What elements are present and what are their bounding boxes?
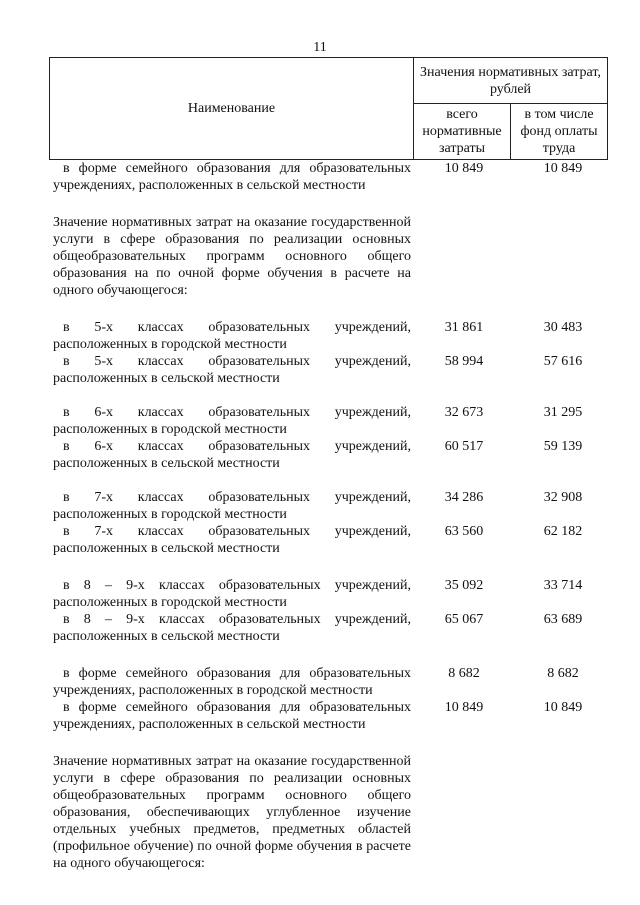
row-name: в форме семейного образования для образовательных учреждениях, расположенных в сельской местности (53, 700, 411, 732)
table-row (53, 611, 608, 645)
table-header (49, 57, 608, 160)
table-row (53, 353, 608, 387)
row-total-value: 34 286 (444, 490, 484, 505)
row-wage-value: 10 849 (543, 161, 583, 176)
section-text: Значение нормативных затрат на оказание государственной услуги в сфере образования по реализации основных общеобразовательных программ основного общего образования на по очной форме обучения в расчете на одного обучающегося: (53, 215, 411, 298)
row-wage-value: 30 483 (543, 320, 583, 335)
table-row (53, 438, 608, 472)
row-wage-value: 59 139 (543, 439, 583, 454)
table-row (53, 577, 608, 611)
row-wage-value: 63 689 (543, 612, 583, 627)
row-total-value: 35 092 (444, 578, 484, 593)
row-total-value: 10 849 (444, 700, 484, 715)
header-total-column: всего нормативные затраты (414, 104, 511, 160)
row-total-value: 8 682 (448, 666, 480, 681)
page-number: 11 (313, 40, 327, 55)
table-row (53, 699, 608, 733)
row-name: в 7-х классах образовательных учреждений, расположенных в сельской местности (53, 524, 411, 556)
row-name: в форме семейного образования для образовательных учреждениях, расположенных в городской местности (53, 666, 411, 698)
row-wage-value: 8 682 (547, 666, 579, 681)
header-name-column: Наименование (50, 58, 414, 160)
table-row (53, 160, 608, 194)
row-total-value: 60 517 (444, 439, 484, 454)
row-name: в 5-х классах образовательных учреждений, расположенных в городской местности (53, 320, 411, 352)
row-wage-value: 33 714 (543, 578, 583, 593)
row-wage-value: 32 908 (543, 490, 583, 505)
row-wage-value: 62 182 (543, 524, 583, 539)
row-total-value: 31 861 (444, 320, 484, 335)
row-name: в 5-х классах образовательных учреждений, расположенных в сельской местности (53, 354, 411, 386)
section-text: Значение нормативных затрат на оказание государственной услуги в сфере образования по реализации основных общеобразовательных программ основного общего образования, обеспечивающих углубленное изучение отдельных учебных предметов, предметных областей (профильное обучение) по очной форме обучения в расчете на одного обучающегося: (53, 754, 411, 871)
table-row (53, 523, 608, 557)
table-row (53, 665, 608, 699)
row-name: в 8 – 9-х классах образовательных учреждений, расположенных в сельской местности (53, 612, 411, 644)
section-heading (53, 753, 608, 872)
row-name: в 6-х классах образовательных учреждений, расположенных в сельской местности (53, 439, 411, 471)
row-total-value: 58 994 (444, 354, 484, 369)
row-name: в 7-х классах образовательных учреждений, расположенных в городской местности (53, 490, 411, 522)
section-heading (53, 214, 608, 299)
row-name: в форме семейного образования для образовательных учреждениях, расположенных в сельской местности (53, 161, 411, 193)
table-row (53, 404, 608, 438)
row-wage-value: 57 616 (543, 354, 583, 369)
header-wage-column: в том числе фонд оплаты труда (511, 104, 608, 160)
row-total-value: 65 067 (444, 612, 484, 627)
table-row (53, 489, 608, 523)
row-wage-value: 10 849 (543, 700, 583, 715)
row-wage-value: 31 295 (543, 405, 583, 420)
header-values-group: Значения нормативных затрат, рублей (414, 58, 608, 104)
table-row (53, 319, 608, 353)
row-total-value: 32 673 (444, 405, 484, 420)
table-body (53, 160, 608, 872)
row-name: в 8 – 9-х классах образовательных учреждений, расположенных в городской местности (53, 578, 411, 610)
row-name: в 6-х классах образовательных учреждений, расположенных в городской местности (53, 405, 411, 437)
row-total-value: 63 560 (444, 524, 484, 539)
row-total-value: 10 849 (444, 161, 484, 176)
